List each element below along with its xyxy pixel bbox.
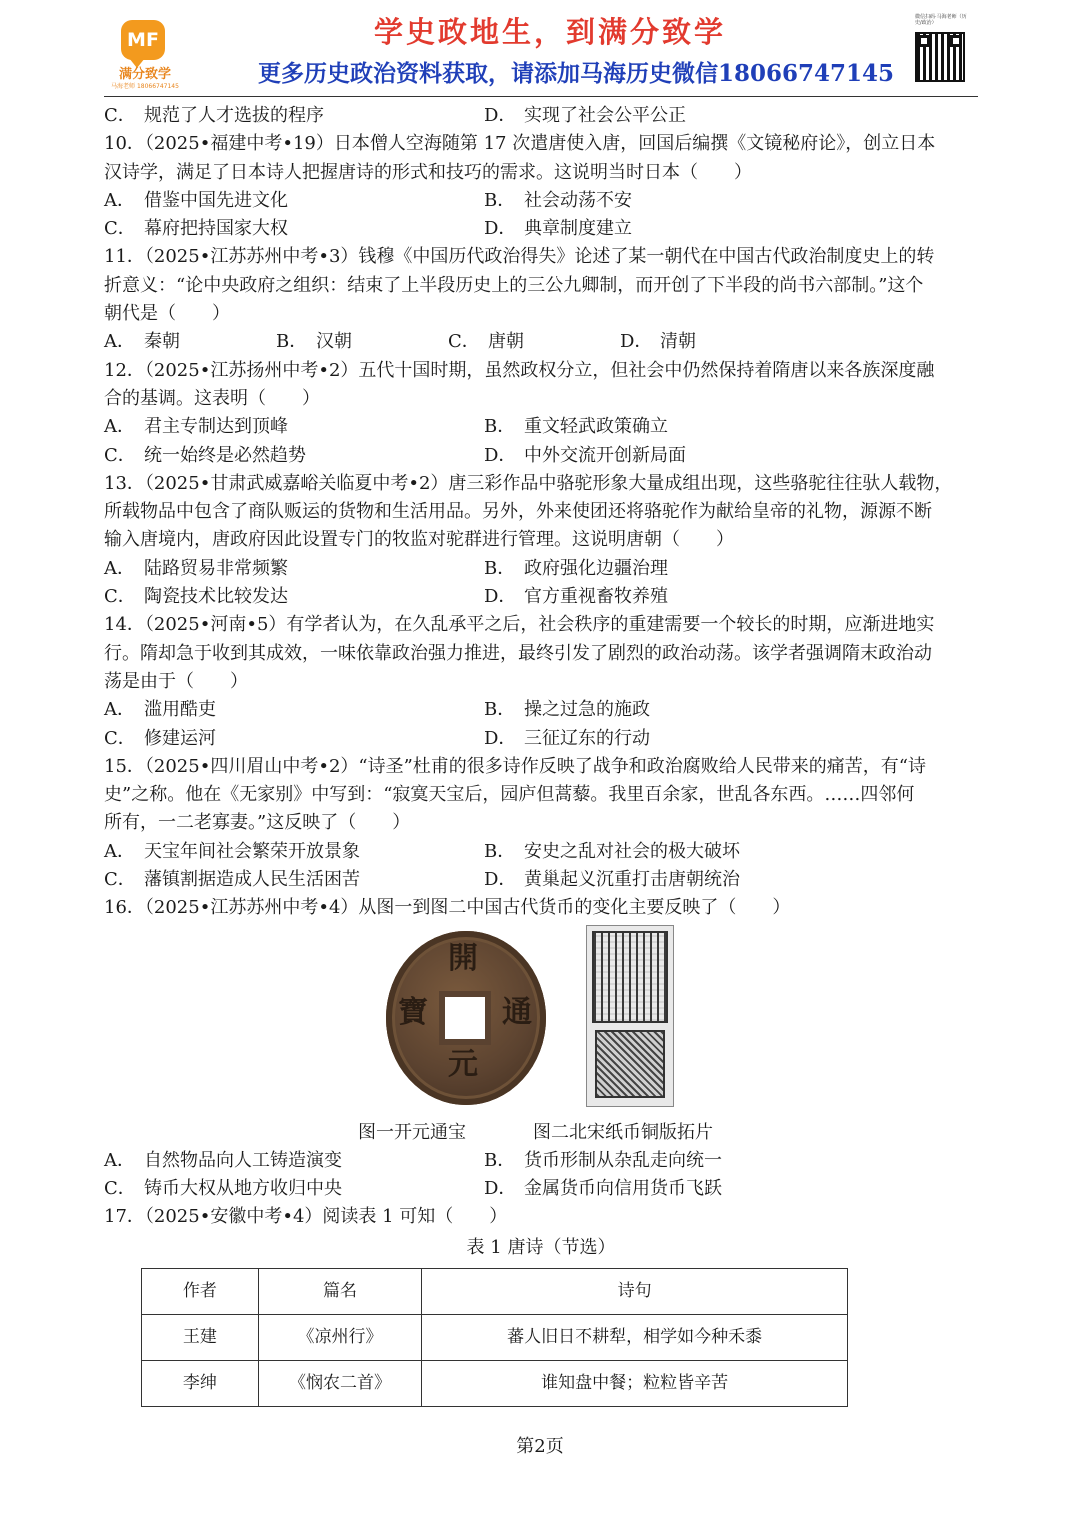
option-text: 黄巢起义沉重打击唐朝统治 xyxy=(524,869,740,891)
option-text: 清朝 xyxy=(660,331,696,353)
option-letter: C． xyxy=(448,331,480,353)
answer-option[interactable] xyxy=(484,187,864,215)
option-letter: A． xyxy=(104,189,135,211)
option-letter: D． xyxy=(620,331,653,353)
answer-option[interactable] xyxy=(104,102,484,130)
option-text: 君主专制达到顶峰 xyxy=(144,416,288,438)
option-letter: D． xyxy=(484,1177,517,1199)
option-text: 陶瓷技术比较发达 xyxy=(144,586,288,608)
option-text: 自然物品向人工铸造演变 xyxy=(144,1149,342,1171)
answer-option[interactable] xyxy=(484,866,864,894)
option-text: 重文轻武政策确立 xyxy=(524,416,668,438)
paper-money-rubbing-image xyxy=(586,925,674,1107)
header-slogan: 学史政地生，到满分致学 xyxy=(373,15,726,49)
currency-figures xyxy=(104,923,978,1147)
option-letter: A． xyxy=(104,416,135,438)
option-letter: A． xyxy=(104,699,135,721)
question-text-line: 朝代是（ ） xyxy=(104,303,230,325)
option-letter: C． xyxy=(104,1177,136,1199)
answer-option[interactable] xyxy=(104,215,484,243)
option-text: 官方重视畜牧养殖 xyxy=(524,586,668,608)
qr-code-icon xyxy=(915,32,965,82)
figure2-caption: 图二北宋纸币铜版拓片 xyxy=(533,1121,713,1143)
option-letter: A． xyxy=(104,840,135,862)
answer-option[interactable] xyxy=(104,725,484,753)
option-text: 三征辽东的行动 xyxy=(524,727,650,749)
answer-option[interactable] xyxy=(484,442,864,470)
coin-char-right: 通 xyxy=(502,994,532,1030)
option-letter: D． xyxy=(484,869,517,891)
header-divider xyxy=(104,96,978,97)
option-letter: B． xyxy=(276,331,308,353)
kaiyuan-coin-image xyxy=(386,931,546,1105)
question-text-line: 12．（2025•江苏扬州中考•2）五代十国时期，虽然政权分立，但社会中仍然保持着隋唐以来各族深度融 xyxy=(104,359,935,381)
answer-option[interactable] xyxy=(484,102,864,130)
option-letter: D． xyxy=(484,444,517,466)
answer-options-row xyxy=(104,696,978,724)
question-stem xyxy=(104,470,978,555)
coin-square-hole xyxy=(445,997,485,1039)
answer-option[interactable] xyxy=(448,328,620,356)
option-text: 金属货币向信用货币飞跃 xyxy=(524,1177,722,1199)
option-letter: D． xyxy=(484,218,517,240)
option-text: 天宝年间社会繁荣开放景象 xyxy=(144,840,360,862)
option-letter: A． xyxy=(104,331,135,353)
question-text-line: 荡是由于（ ） xyxy=(104,670,248,692)
brand-logo: MF xyxy=(121,20,165,60)
question-stem xyxy=(104,243,978,328)
qr-caption: 微信扫码·马海老师（历史/政治） xyxy=(915,14,967,26)
option-letter: C． xyxy=(104,869,136,891)
option-text: 中外交流开创新局面 xyxy=(524,444,686,466)
table-cell-verse: 蕃人旧日不耕犁，相学如今种禾黍 xyxy=(422,1314,848,1360)
option-text: 统一始终是必然趋势 xyxy=(144,444,306,466)
question-stem xyxy=(104,611,978,696)
tang-poems-table xyxy=(141,1268,848,1407)
option-letter: D． xyxy=(484,105,517,126)
question-text-line: 14．（2025•河南•5）有学者认为，在久乱承平之后，社会秩序的重建需要一个较长的时期，应渐进地实 xyxy=(104,614,935,636)
question-text-line: 10．（2025•福建中考•19）日本僧人空海随第 17 次遣唐使入唐，回国后编撰《文镜秘府论》，创立日本 xyxy=(104,133,936,155)
question-text-line: 合的基调。这表明（ ） xyxy=(104,387,320,409)
answer-option[interactable] xyxy=(484,838,864,866)
coin-char-bottom: 元 xyxy=(448,1046,478,1082)
option-text: 陆路贸易非常频繁 xyxy=(144,557,288,579)
option-letter: C． xyxy=(104,727,136,749)
option-text: 货币形制从杂乱走向统一 xyxy=(524,1149,722,1171)
option-letter: C． xyxy=(104,586,136,608)
option-letter: B． xyxy=(484,1149,516,1171)
option-text: 操之过急的施政 xyxy=(524,699,650,721)
option-letter: B． xyxy=(484,557,516,579)
option-text: 藩镇割据造成人民生活困苦 xyxy=(144,869,360,891)
option-letter: B． xyxy=(484,189,516,211)
answer-option[interactable] xyxy=(104,838,484,866)
answer-option[interactable] xyxy=(484,555,864,583)
option-text: 典章制度建立 xyxy=(524,218,632,240)
answer-option[interactable] xyxy=(484,696,864,724)
table-cell-title: 《悯农二首》 xyxy=(258,1360,422,1406)
question-text-line: 15．（2025•四川眉山中考•2）“诗圣”杜甫的很多诗作反映了战争和政治腐败给人民带来的痛苦，有“诗 xyxy=(104,755,927,777)
answer-option[interactable] xyxy=(104,866,484,894)
option-letter: C． xyxy=(104,105,136,126)
option-text: 社会动荡不安 xyxy=(524,189,632,211)
table-header-row xyxy=(142,1268,848,1314)
exam-content xyxy=(104,102,978,1407)
answer-options-row xyxy=(104,866,978,894)
answer-options-row xyxy=(104,1175,978,1203)
note-illustration-block xyxy=(595,1030,665,1098)
answer-option[interactable] xyxy=(104,187,484,215)
answer-options-row xyxy=(104,413,978,441)
question-text-line: 13．（2025•甘肃武威嘉峪关临夏中考•2）唐三彩作品中骆驼形象大量成组出现，这些骆驼往往驮人载物， xyxy=(104,472,953,494)
question-stem xyxy=(104,130,978,187)
option-letter: C． xyxy=(104,218,136,240)
table-cell-author: 王建 xyxy=(142,1314,259,1360)
question-text-line: 折意义：“论中央政府之组织：结束了上半段历史上的三公九卿制，而开创了下半段的尚书六部制。”这个 xyxy=(104,274,924,296)
table-header-cell: 篇名 xyxy=(258,1268,422,1314)
coin-char-left: 寶 xyxy=(398,994,428,1030)
option-text: 规范了人才选拔的程序 xyxy=(144,105,324,126)
answer-option[interactable] xyxy=(104,1147,484,1175)
option-text: 实现了社会公平公正 xyxy=(524,105,686,126)
option-letter: B． xyxy=(484,416,516,438)
question-text-line: 所载物品中包含了商队贩运的货物和生活用品。另外，外来使团还将骆驼作为献给皇帝的礼物，源源不断 xyxy=(104,501,932,523)
answer-option[interactable] xyxy=(484,1147,864,1175)
question-text-line: 行。隋却急于收到其成效，一味依靠政治强力推进，最终引发了剧烈的政治动荡。该学者强调隋末政治动 xyxy=(104,642,932,664)
answer-option[interactable] xyxy=(276,328,448,356)
answer-options-row xyxy=(104,725,978,753)
brand-name: 满分致学 xyxy=(118,67,171,82)
note-inscription-block xyxy=(592,931,668,1023)
option-letter: D． xyxy=(484,727,517,749)
table-header-cell: 诗句 xyxy=(422,1268,848,1314)
option-text: 铸币大权从地方收归中央 xyxy=(144,1177,342,1199)
answer-options-row xyxy=(104,102,978,130)
option-text: 唐朝 xyxy=(488,331,524,353)
answer-options-row xyxy=(104,187,978,215)
option-letter: A． xyxy=(104,1149,135,1171)
table-cell-verse: 谁知盘中餐；粒粒皆辛苦 xyxy=(422,1360,848,1406)
question-list-after-figures xyxy=(104,1147,978,1232)
answer-options-row xyxy=(104,215,978,243)
figure1-caption: 图一开元通宝 xyxy=(358,1121,466,1143)
table-cell-author: 李绅 xyxy=(142,1360,259,1406)
answer-option[interactable] xyxy=(620,328,792,356)
question-text-line: 11．（2025•江苏苏州中考•3）钱穆《中国历代政治得失》论述了某一朝代在中国古代政治制度史上的转 xyxy=(104,246,935,268)
option-letter: A． xyxy=(104,557,135,579)
answer-option[interactable] xyxy=(484,583,864,611)
page-number: 第2页 xyxy=(516,1436,564,1457)
answer-option[interactable] xyxy=(104,555,484,583)
option-text: 借鉴中国先进文化 xyxy=(144,189,288,211)
question-stem xyxy=(104,753,978,838)
option-text: 政府强化边疆治理 xyxy=(524,557,668,579)
option-letter: B． xyxy=(484,840,516,862)
option-text: 秦朝 xyxy=(144,331,180,353)
question-text-line: 17．（2025•安徽中考•4）阅读表 1 可知（ ） xyxy=(104,1206,508,1228)
table-row xyxy=(142,1360,848,1406)
table-cell-title: 《凉州行》 xyxy=(258,1314,422,1360)
answer-option[interactable] xyxy=(104,328,276,356)
answer-options-row xyxy=(104,1147,978,1175)
table-header-cell: 作者 xyxy=(142,1268,259,1314)
answer-options-row xyxy=(104,583,978,611)
answer-option[interactable] xyxy=(104,1175,484,1203)
option-letter: D． xyxy=(484,586,517,608)
table-caption: 表 1 唐诗（节选） xyxy=(466,1236,616,1258)
option-text: 滥用酷吏 xyxy=(144,699,216,721)
option-text: 汉朝 xyxy=(316,331,352,353)
question-stem xyxy=(104,894,978,922)
answer-option[interactable] xyxy=(104,442,484,470)
answer-options-row xyxy=(104,838,978,866)
answer-option[interactable] xyxy=(484,725,864,753)
table-row xyxy=(142,1314,848,1360)
answer-option[interactable] xyxy=(484,1175,864,1203)
question-text-line: 汉诗学，满足了日本诗人把握唐诗的形式和技巧的需求。这说明当时日本（ ） xyxy=(104,161,752,183)
header-contact: 更多历史政治资料获取，请添加马海历史微信18066747145 xyxy=(258,60,895,87)
question-text-line: 所有，一二老寡妻。”这反映了（ ） xyxy=(104,812,411,834)
option-text: 安史之乱对社会的极大破坏 xyxy=(524,840,740,862)
answer-option[interactable] xyxy=(104,696,484,724)
answer-option[interactable] xyxy=(484,413,864,441)
option-text: 修建运河 xyxy=(144,727,216,749)
answer-options-row xyxy=(104,442,978,470)
question-list xyxy=(104,102,978,923)
option-letter: C． xyxy=(104,444,136,466)
answer-options-row xyxy=(104,328,978,356)
option-text: 幕府把持国家大权 xyxy=(144,218,288,240)
question-stem xyxy=(104,1203,978,1231)
answer-option[interactable] xyxy=(484,215,864,243)
question-text-line: 16．（2025•江苏苏州中考•4）从图一到图二中国古代货币的变化主要反映了（ ） xyxy=(104,897,791,919)
question-text-line: 史”之称。他在《无家别》中写到：“寂寞天宝后，园庐但蒿藜。我里百余家，世乱各东西。……四邻何 xyxy=(104,784,915,806)
brand-subtitle: 马海老师 18066747145 xyxy=(111,83,179,90)
answer-option[interactable] xyxy=(104,583,484,611)
page-header xyxy=(0,0,1080,100)
question-stem xyxy=(104,357,978,414)
answer-options-row xyxy=(104,555,978,583)
coin-char-top: 開 xyxy=(448,940,478,976)
question-text-line: 输入唐境内，唐政府因此设置专门的牧监对驼群进行管理。这说明唐朝（ ） xyxy=(104,529,734,551)
answer-option[interactable] xyxy=(104,413,484,441)
option-letter: B． xyxy=(484,699,516,721)
